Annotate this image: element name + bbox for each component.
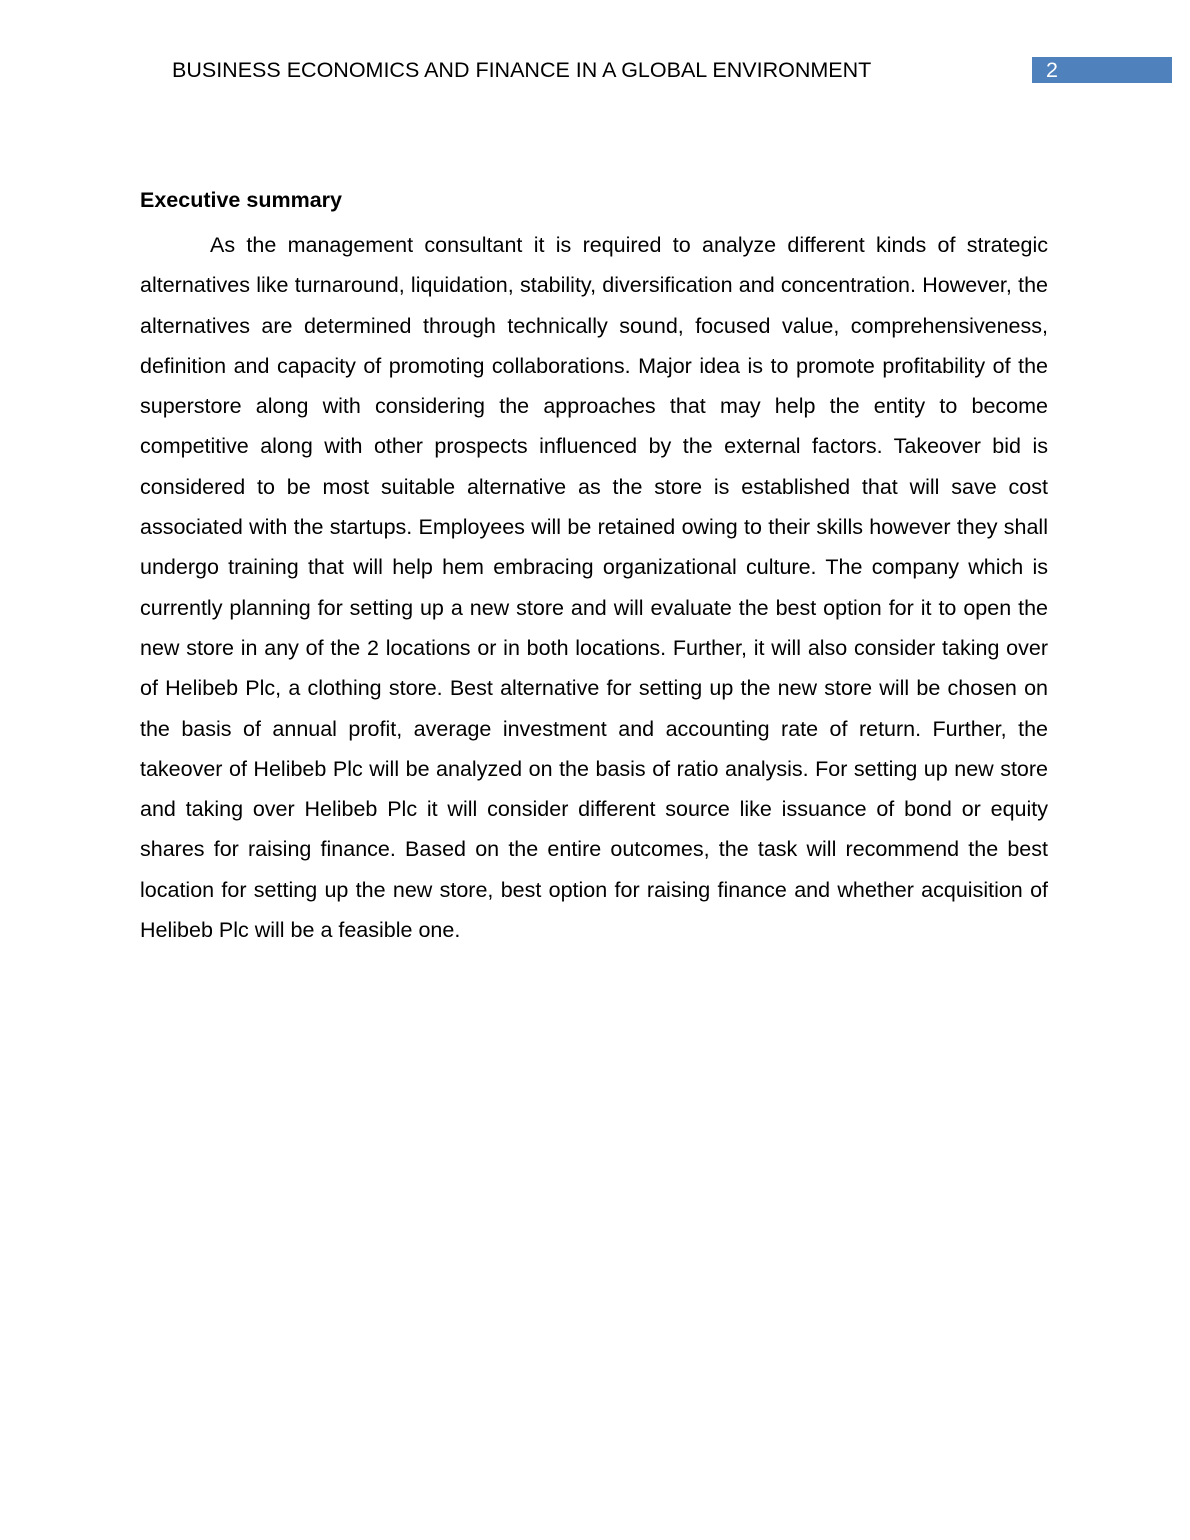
body-paragraph: As the management consultant it is required to analyze different kinds of strategic alternatives like turnaround, liquidation, stability, diversification and concentration. However, the alternatives are determined through technically sound, focused value, comprehensiveness, definition and capacity of promoting collaborations. Major idea is to promote profitability of the superstore along with considering the approaches that may help the entity to become competitive along with other prospects influenced by the external factors. Takeover bid is considered to be most suitable alternative as the store is established that will save cost associated with the startups. Employees will be retained owing to their skills however they shall undergo training that will help hem embracing organizational culture. The company which is currently planning for setting up a new store and will evaluate the best option for it to open the new store in any of the 2 locations or in both locations. Further, it will also consider taking over of Helibeb Plc, a clothing store. Best alternative for setting up the new store will be chosen on the basis of annual profit, average investment and accounting rate of return. Further, the takeover of Helibeb Plc will be analyzed on the basis of ratio analysis. For setting up new store and taking over Helibeb Plc it will consider different source like issuance of bond or equity shares for raising finance. Based on the entire outcomes, the task will recommend the best location for setting up the new store, best option for raising finance and whether acquisition of Helibeb Plc will be a feasible one. <box>140 233 1048 943</box>
section-heading: Executive summary <box>140 188 342 212</box>
page-number-badge <box>1032 57 1172 83</box>
document-body <box>140 185 1048 950</box>
running-header-title: BUSINESS ECONOMICS AND FINANCE IN A GLOBAL ENVIRONMENT <box>172 58 872 82</box>
page-number: 2 <box>1046 58 1058 82</box>
